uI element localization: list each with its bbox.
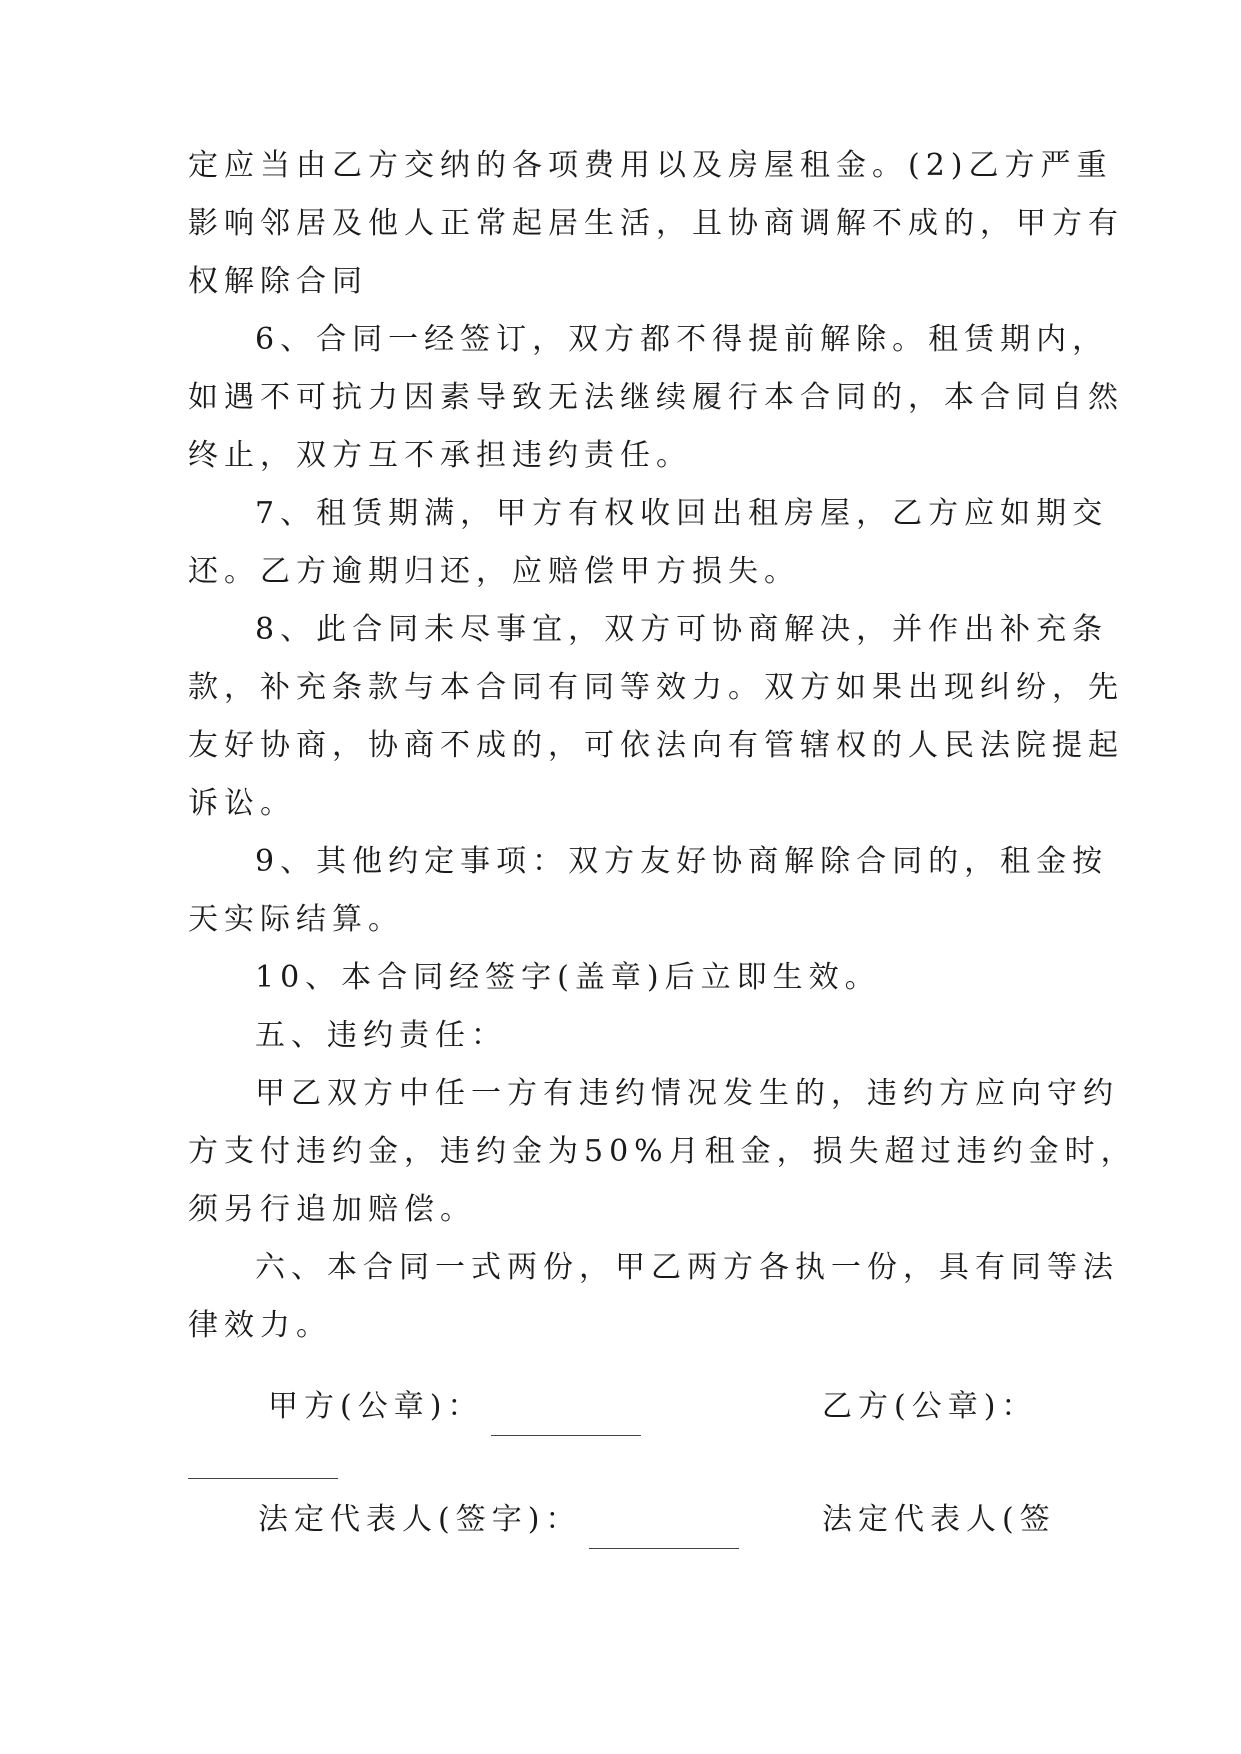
text-line: 款，补充条款与本合同有同等效力。双方如果出现纠纷，先 (188, 670, 1124, 705)
text-line: 终止，双方互不承担违约责任。 (188, 438, 692, 473)
clause-7: 7、租赁期满，甲方有权收回出租房屋，乙方应如期交 (255, 496, 1109, 531)
clause-6: 6、合同一经签订，双方都不得提前解除。租赁期内， (255, 322, 1109, 357)
section-six: 六、本合同一式两份，甲乙两方各执一份，具有同等法 (255, 1250, 1119, 1285)
clause-10: 10、本合同经签字(盖章)后立即生效。 (255, 960, 881, 995)
party-a-seal-field (268, 1378, 641, 1436)
text-line: 权解除合同 (188, 264, 368, 299)
party-a-seal-label: 甲方(公章)： (268, 1389, 484, 1424)
clause-9: 9、其他约定事项：双方友好协商解除合同的，租金按 (255, 844, 1109, 879)
liability-text: 甲乙双方中任一方有违约情况发生的，违约方应向守约 (255, 1076, 1119, 1111)
party-a-rep-label: 法定代表人(签字)： (258, 1502, 582, 1537)
party-a-seal-blank (491, 1401, 641, 1436)
text-line: 友好协商，协商不成的，可依法向有管辖权的人民法院提起 (188, 728, 1124, 763)
text-line: 还。乙方逾期归还，应赔偿甲方损失。 (188, 554, 800, 589)
section-heading-liability: 五、违约责任： (255, 1018, 507, 1053)
clause-8: 8、此合同未尽事宜，双方可协商解决，并作出补充条 (255, 612, 1109, 647)
party-b-seal-field (822, 1378, 1037, 1436)
party-b-rep-field (822, 1491, 1056, 1549)
text-line: 须另行追加赔偿。 (188, 1192, 476, 1227)
text-line: 定应当由乙方交纳的各项费用以及房屋租金。(2)乙方严重 (188, 148, 1113, 183)
text-line: 诉讼。 (188, 786, 296, 821)
party-a-rep-blank (589, 1514, 739, 1549)
party-a-rep-field (258, 1491, 739, 1549)
party-b-seal-label: 乙方(公章)： (822, 1389, 1038, 1424)
text-line: 律效力。 (188, 1308, 332, 1343)
party-b-rep-label: 法定代表人(签 (822, 1502, 1056, 1537)
text-line: 如遇不可抗力因素导致无法继续履行本合同的，本合同自然 (188, 380, 1124, 415)
text-line: 方支付违约金，违约金为50%月租金，损失超过违约金时， (188, 1134, 1137, 1169)
party-b-seal-blank (188, 1478, 338, 1479)
text-line: 影响邻居及他人正常起居生活，且协商调解不成的，甲方有 (188, 206, 1124, 241)
text-line: 天实际结算。 (188, 902, 404, 937)
